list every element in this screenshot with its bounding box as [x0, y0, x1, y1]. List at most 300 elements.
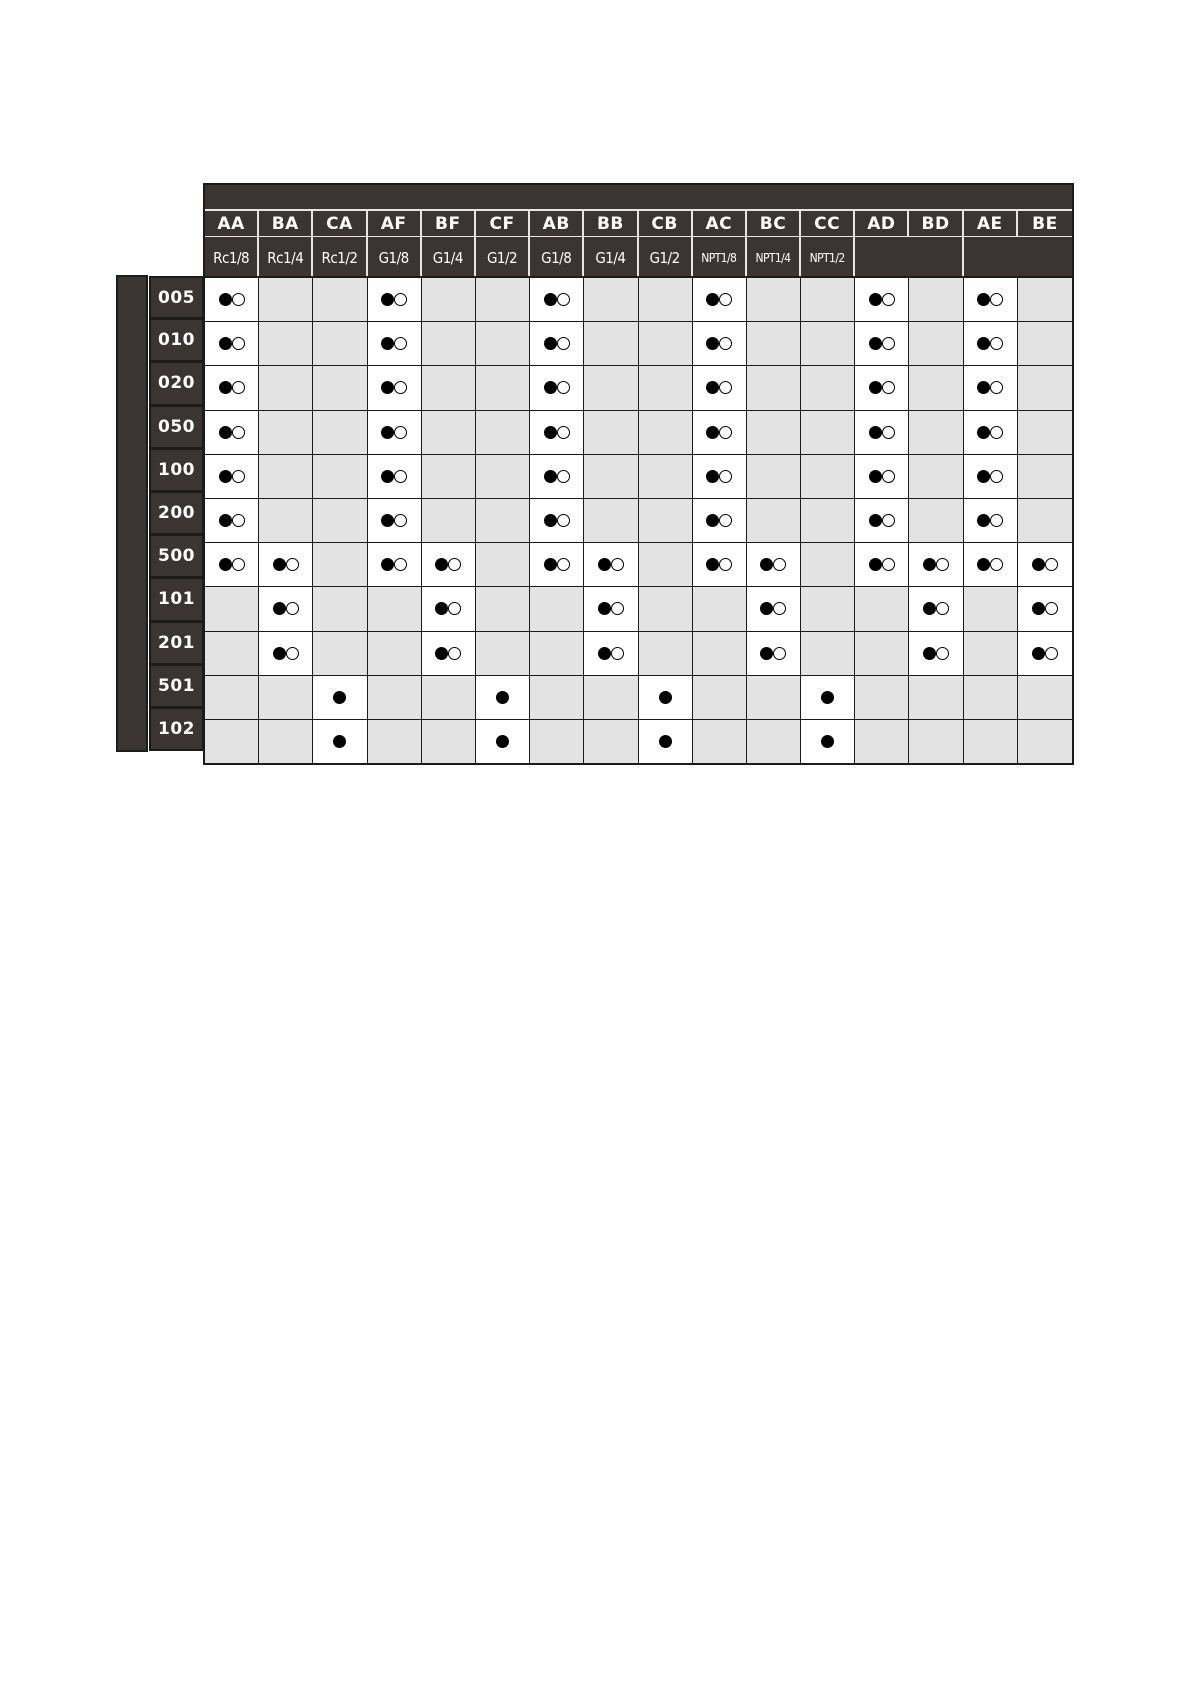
- column-code-ab: AB: [530, 211, 584, 236]
- open-circle-icon: [394, 426, 407, 439]
- table-cell: [584, 411, 638, 454]
- table-cell: [964, 411, 1018, 454]
- filled-circle-icon: [977, 558, 990, 571]
- table-cell: [259, 278, 313, 321]
- filled-circle-icon: [869, 426, 882, 439]
- table-cell: [422, 322, 476, 365]
- table-cell: [313, 455, 367, 498]
- table-cell: [639, 366, 693, 409]
- row-label: 200: [149, 492, 204, 535]
- filled-circle-icon: [598, 647, 611, 660]
- table-cell: [205, 632, 259, 675]
- spec-header-row: [205, 237, 1072, 279]
- side-bar: [116, 275, 148, 752]
- filled-circle-icon: [435, 558, 448, 571]
- table-cell: [259, 499, 313, 542]
- table-cell: [422, 455, 476, 498]
- filled-circle-icon: [821, 691, 834, 704]
- table-cell: [205, 366, 259, 409]
- row-label: 010: [149, 319, 204, 362]
- column-code-ba: BA: [259, 211, 313, 236]
- table-cell: [584, 543, 638, 586]
- filled-circle-icon: [977, 470, 990, 483]
- column-spec: Rc1/2: [313, 237, 367, 279]
- table-cell: [476, 366, 530, 409]
- table-cell: [693, 411, 747, 454]
- table-cell: [909, 366, 963, 409]
- table-cell: [422, 411, 476, 454]
- table-cell: [964, 543, 1018, 586]
- filled-circle-icon: [381, 558, 394, 571]
- column-code-aa: AA: [205, 211, 259, 236]
- filled-circle-icon: [869, 293, 882, 306]
- table-cell: [368, 543, 422, 586]
- open-circle-icon: [394, 514, 407, 527]
- row-label: 100: [149, 449, 204, 492]
- open-circle-icon: [557, 470, 570, 483]
- open-circle-icon: [232, 558, 245, 571]
- table-cell: [530, 411, 584, 454]
- filled-circle-icon: [706, 293, 719, 306]
- table-cell: [422, 278, 476, 321]
- open-circle-icon: [557, 558, 570, 571]
- table-cell: [639, 632, 693, 675]
- table-cell: [693, 676, 747, 719]
- open-circle-icon: [990, 337, 1003, 350]
- filled-circle-icon: [219, 381, 232, 394]
- open-circle-icon: [232, 426, 245, 439]
- table-cell: [259, 455, 313, 498]
- column-code-cf: CF: [476, 211, 530, 236]
- table-cell: [693, 366, 747, 409]
- open-circle-icon: [286, 602, 299, 615]
- open-circle-icon: [882, 426, 895, 439]
- table-cell: [368, 676, 422, 719]
- table-cell: [476, 543, 530, 586]
- table-cell: [747, 632, 801, 675]
- table-cell: [530, 455, 584, 498]
- table-cell: [909, 720, 963, 763]
- filled-circle-icon: [760, 647, 773, 660]
- filled-circle-icon: [869, 558, 882, 571]
- table-cell: [422, 587, 476, 630]
- table-cell: [693, 543, 747, 586]
- table-header: [203, 183, 1074, 279]
- open-circle-icon: [773, 558, 786, 571]
- table-cell: [801, 720, 855, 763]
- filled-circle-icon: [435, 602, 448, 615]
- open-circle-icon: [1045, 647, 1058, 660]
- filled-circle-icon: [219, 426, 232, 439]
- filled-circle-icon: [977, 337, 990, 350]
- filled-circle-icon: [760, 558, 773, 571]
- table-cell: [1018, 278, 1072, 321]
- column-code-cb: CB: [639, 211, 693, 236]
- column-spec: Rc1/4: [259, 237, 313, 279]
- filled-circle-icon: [544, 381, 557, 394]
- filled-circle-icon: [435, 647, 448, 660]
- filled-circle-icon: [821, 735, 834, 748]
- table-cell: [259, 322, 313, 365]
- open-circle-icon: [448, 602, 461, 615]
- filled-circle-icon: [760, 602, 773, 615]
- filled-circle-icon: [381, 293, 394, 306]
- table-cell: [584, 720, 638, 763]
- table-cell: [693, 499, 747, 542]
- filled-circle-icon: [977, 381, 990, 394]
- filled-circle-icon: [659, 691, 672, 704]
- table-cell: [476, 455, 530, 498]
- table-cell: [693, 322, 747, 365]
- filled-circle-icon: [1032, 602, 1045, 615]
- code-header-row: [205, 211, 1072, 236]
- table-cell: [801, 455, 855, 498]
- table-cell: [964, 632, 1018, 675]
- table-cell: [259, 632, 313, 675]
- table-cell: [530, 322, 584, 365]
- table-cell: [205, 455, 259, 498]
- column-code-ca: CA: [313, 211, 367, 236]
- open-circle-icon: [232, 293, 245, 306]
- table-cell: [801, 587, 855, 630]
- table-cell: [1018, 455, 1072, 498]
- row-label: 500: [149, 535, 204, 578]
- table-cell: [476, 411, 530, 454]
- table-cell: [313, 322, 367, 365]
- column-code-be: BE: [1032, 213, 1058, 234]
- table-cell: [855, 587, 909, 630]
- table-cell: [259, 720, 313, 763]
- row-label: 201: [149, 622, 204, 665]
- table-cell: [801, 676, 855, 719]
- table-cell: [855, 366, 909, 409]
- open-circle-icon: [882, 558, 895, 571]
- table-row: [205, 321, 1072, 365]
- filled-circle-icon: [869, 514, 882, 527]
- column-spec: [855, 237, 963, 279]
- filled-circle-icon: [869, 381, 882, 394]
- row-label: 101: [149, 578, 204, 621]
- filled-circle-icon: [923, 602, 936, 615]
- table-cell: [964, 455, 1018, 498]
- column-spec: NPT1/4: [747, 237, 801, 279]
- table-cell: [368, 366, 422, 409]
- table-cell: [368, 499, 422, 542]
- open-circle-icon: [936, 647, 949, 660]
- filled-circle-icon: [706, 337, 719, 350]
- table-cell: [259, 366, 313, 409]
- open-circle-icon: [990, 293, 1003, 306]
- open-circle-icon: [719, 558, 732, 571]
- table-cell: [909, 632, 963, 675]
- table-cell: [801, 322, 855, 365]
- table-cell: [639, 278, 693, 321]
- filled-circle-icon: [869, 337, 882, 350]
- filled-circle-icon: [273, 647, 286, 660]
- table-cell: [855, 632, 909, 675]
- column-code-ae: AE: [964, 211, 1018, 236]
- table-grid: [203, 276, 1074, 765]
- table-cell: [584, 322, 638, 365]
- table-cell: [530, 632, 584, 675]
- open-circle-icon: [557, 337, 570, 350]
- table-cell: [1018, 587, 1072, 630]
- table-cell: [1018, 720, 1072, 763]
- table-cell: [855, 322, 909, 365]
- table-cell: [313, 587, 367, 630]
- filled-circle-icon: [496, 691, 509, 704]
- filled-circle-icon: [381, 337, 394, 350]
- filled-circle-icon: [381, 514, 394, 527]
- column-code-bf: BF: [422, 211, 476, 236]
- column-spec: NPT1/2: [801, 237, 855, 279]
- table-cell: [909, 587, 963, 630]
- table-cell: [639, 322, 693, 365]
- filled-circle-icon: [544, 426, 557, 439]
- open-circle-icon: [936, 558, 949, 571]
- table-cell: [693, 587, 747, 630]
- filled-circle-icon: [219, 293, 232, 306]
- table-cell: [747, 322, 801, 365]
- open-circle-icon: [719, 470, 732, 483]
- open-circle-icon: [719, 337, 732, 350]
- column-code-bd: BD: [909, 211, 963, 236]
- table-cell: [747, 676, 801, 719]
- table-cell: [368, 278, 422, 321]
- table-cell: [1018, 499, 1072, 542]
- table-cell: [855, 543, 909, 586]
- table-cell: [964, 720, 1018, 763]
- table-cell: [964, 587, 1018, 630]
- column-spec: G1/4: [584, 237, 638, 279]
- table-cell: [368, 632, 422, 675]
- open-circle-icon: [286, 647, 299, 660]
- table-cell: [747, 543, 801, 586]
- row-labels: [149, 276, 204, 751]
- header-top-band: [205, 185, 1072, 209]
- filled-circle-icon: [381, 470, 394, 483]
- open-circle-icon: [719, 426, 732, 439]
- table-cell: [259, 676, 313, 719]
- table-cell: [313, 278, 367, 321]
- table-cell: [476, 587, 530, 630]
- open-circle-icon: [882, 470, 895, 483]
- table-cell: [855, 720, 909, 763]
- table-cell: [855, 499, 909, 542]
- table-cell: [368, 322, 422, 365]
- column-code-bb: BB: [584, 211, 638, 236]
- table-row: [205, 278, 1072, 321]
- column-spec: [964, 237, 1072, 279]
- row-label: 020: [149, 362, 204, 405]
- table-cell: [584, 676, 638, 719]
- table-cell: [584, 587, 638, 630]
- column-code-ac: AC: [693, 211, 747, 236]
- open-circle-icon: [990, 381, 1003, 394]
- table-cell: [368, 720, 422, 763]
- table-cell: [205, 543, 259, 586]
- table-cell: [313, 676, 367, 719]
- open-circle-icon: [394, 337, 407, 350]
- filled-circle-icon: [706, 514, 719, 527]
- table-cell: [530, 366, 584, 409]
- table-cell: [584, 278, 638, 321]
- open-circle-icon: [990, 426, 1003, 439]
- open-circle-icon: [1045, 558, 1058, 571]
- table-cell: [639, 720, 693, 763]
- table-cell: [1018, 411, 1072, 454]
- table-cell: [205, 676, 259, 719]
- column-code-af: AF: [368, 211, 422, 236]
- table-cell: [909, 676, 963, 719]
- filled-circle-icon: [219, 514, 232, 527]
- table-cell: [909, 499, 963, 542]
- open-circle-icon: [557, 426, 570, 439]
- open-circle-icon: [286, 558, 299, 571]
- table-cell: [205, 499, 259, 542]
- filled-circle-icon: [977, 514, 990, 527]
- open-circle-icon: [611, 602, 624, 615]
- table-cell: [584, 499, 638, 542]
- table-cell: [801, 278, 855, 321]
- open-circle-icon: [1045, 602, 1058, 615]
- open-circle-icon: [990, 558, 1003, 571]
- filled-circle-icon: [659, 735, 672, 748]
- filled-circle-icon: [381, 426, 394, 439]
- table-cell: [313, 499, 367, 542]
- table-cell: [909, 411, 963, 454]
- filled-circle-icon: [598, 602, 611, 615]
- open-circle-icon: [232, 514, 245, 527]
- table-cell: [855, 411, 909, 454]
- table-cell: [476, 676, 530, 719]
- open-circle-icon: [394, 293, 407, 306]
- table-cell: [964, 499, 1018, 542]
- table-cell: [205, 411, 259, 454]
- table-cell: [368, 455, 422, 498]
- table-row: [205, 498, 1072, 542]
- table-cell: [530, 499, 584, 542]
- table-cell: [747, 499, 801, 542]
- open-circle-icon: [232, 381, 245, 394]
- table-cell: [313, 411, 367, 454]
- filled-circle-icon: [977, 293, 990, 306]
- table-cell: [422, 366, 476, 409]
- table-row: [205, 542, 1072, 586]
- table-cell: [530, 278, 584, 321]
- table-cell: [693, 720, 747, 763]
- open-circle-icon: [882, 514, 895, 527]
- table-cell: [639, 676, 693, 719]
- table-cell: [368, 587, 422, 630]
- compatibility-table: [116, 183, 1074, 752]
- column-spec: G1/4: [422, 237, 476, 279]
- column-spec: G1/8: [530, 237, 584, 279]
- filled-circle-icon: [273, 558, 286, 571]
- open-circle-icon: [448, 558, 461, 571]
- filled-circle-icon: [706, 381, 719, 394]
- table-cell: [747, 278, 801, 321]
- table-cell: [639, 499, 693, 542]
- open-circle-icon: [448, 647, 461, 660]
- open-circle-icon: [557, 381, 570, 394]
- table-cell: [801, 632, 855, 675]
- table-cell: [205, 278, 259, 321]
- open-circle-icon: [232, 470, 245, 483]
- filled-circle-icon: [706, 558, 719, 571]
- table-cell: [313, 366, 367, 409]
- table-cell: [422, 676, 476, 719]
- table-cell: [1018, 322, 1072, 365]
- table-cell: [422, 720, 476, 763]
- table-cell: [639, 411, 693, 454]
- open-circle-icon: [990, 514, 1003, 527]
- table-cell: [747, 587, 801, 630]
- filled-circle-icon: [273, 602, 286, 615]
- filled-circle-icon: [598, 558, 611, 571]
- table-row: [205, 410, 1072, 454]
- filled-circle-icon: [219, 337, 232, 350]
- table-cell: [422, 632, 476, 675]
- table-cell: [1018, 543, 1072, 586]
- table-cell: [801, 543, 855, 586]
- filled-circle-icon: [977, 426, 990, 439]
- table-cell: [259, 411, 313, 454]
- column-spec: G1/2: [476, 237, 530, 279]
- table-cell: [205, 720, 259, 763]
- table-cell: [530, 587, 584, 630]
- table-cell: [801, 499, 855, 542]
- column-spec: G1/2: [639, 237, 693, 279]
- table-row: [205, 631, 1072, 675]
- table-cell: [1018, 676, 1072, 719]
- open-circle-icon: [882, 293, 895, 306]
- column-code-ad: AD: [855, 211, 909, 236]
- table-cell: [205, 322, 259, 365]
- table-cell: [205, 587, 259, 630]
- filled-circle-icon: [544, 337, 557, 350]
- column-spec: G1/8: [368, 237, 422, 279]
- open-circle-icon: [394, 558, 407, 571]
- table-cell: [259, 543, 313, 586]
- table-cell: [855, 278, 909, 321]
- column-code-bc: BC: [747, 211, 801, 236]
- table-cell: [964, 366, 1018, 409]
- filled-circle-icon: [923, 558, 936, 571]
- column-spec: NPT1/8: [693, 237, 747, 279]
- table-cell: [313, 720, 367, 763]
- table-cell: [909, 278, 963, 321]
- open-circle-icon: [719, 381, 732, 394]
- filled-circle-icon: [869, 470, 882, 483]
- table-cell: [909, 543, 963, 586]
- open-circle-icon: [719, 514, 732, 527]
- table-cell: [747, 411, 801, 454]
- table-cell: [476, 322, 530, 365]
- table-cell: [909, 455, 963, 498]
- filled-circle-icon: [706, 426, 719, 439]
- table-cell: [964, 676, 1018, 719]
- column-spec: Rc1/8: [205, 237, 259, 279]
- open-circle-icon: [557, 293, 570, 306]
- open-circle-icon: [882, 381, 895, 394]
- table-row: [205, 454, 1072, 498]
- table-cell: [476, 278, 530, 321]
- table-cell: [476, 720, 530, 763]
- table-cell: [259, 587, 313, 630]
- filled-circle-icon: [219, 470, 232, 483]
- table-cell: [1018, 366, 1072, 409]
